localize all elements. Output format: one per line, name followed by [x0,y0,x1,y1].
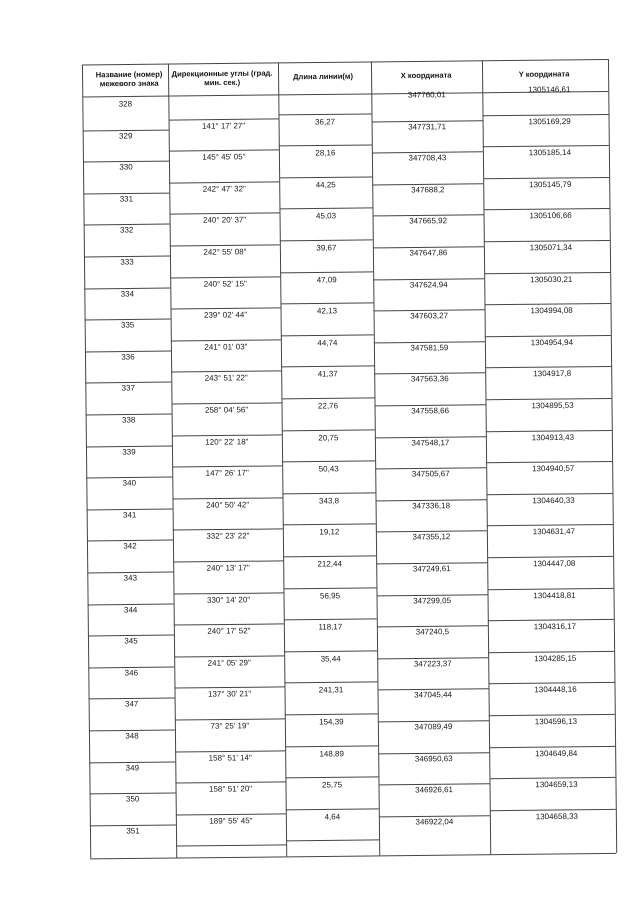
x-coordinate: 347688,2 [411,184,445,195]
line-length: 19,12 [319,527,340,537]
line-length: 154,39 [319,717,344,727]
y-coordinate: 1304940,57 [532,464,575,474]
row-line-y [487,588,613,590]
y-coordinate: 1304649,84 [535,748,578,758]
row-line-length [281,366,374,368]
y-coordinate: 1304448,16 [534,685,577,695]
y-coordinate: 1305169,29 [528,116,571,126]
row-line-length [282,461,375,463]
y-coordinate: 1305071,34 [529,242,573,253]
x-coordinate: 347731,71 [408,121,447,132]
line-length: 118,17 [318,622,343,632]
line-length: 22,76 [317,401,339,411]
x-coordinate: 347223,37 [413,658,452,669]
y-coordinate: 1304658,33 [535,811,579,822]
row-line-length-last [286,840,379,842]
y-coordinate: 1304640,33 [532,495,575,506]
x-coordinate: 347647,86 [409,248,448,258]
row-line-length [285,745,378,747]
line-length: 148,89 [319,748,344,759]
x-coordinate: 347336,18 [412,500,451,511]
x-coordinate: 347581,59 [410,342,449,353]
x-coordinate: 346950,63 [414,753,453,764]
direction-angle: 241° 01' 03" [204,342,248,352]
row-line-length [281,397,374,399]
header-x: Х координата [400,70,452,81]
direction-angle: 241° 05' 29" [207,658,251,668]
row-line-y [484,272,610,274]
row-line-length [283,587,376,589]
point-name: 331 [119,194,134,204]
row-line-angle [171,371,281,373]
row-line-y [490,809,616,811]
row-line-y [484,303,610,305]
direction-angle: 330° 14' 20" [206,594,251,605]
y-coordinate: 1304447,08 [533,558,576,569]
row-line-angle [172,497,282,499]
row-line-length [283,524,376,526]
y-coordinate: 1304659,13 [535,780,578,790]
direction-angle: 243° 51' 22" [204,373,248,384]
row-line-y [486,493,612,495]
direction-angle: 242° 47' 32" [202,184,246,194]
point-name: 337 [121,383,136,393]
y-coordinate: 1304285,15 [534,653,577,664]
header-length: Длина линии(м) [293,71,354,82]
y-coordinate: 1304631,47 [532,527,576,537]
x-coordinate: 347089,49 [414,722,453,732]
row-line-angle [172,466,282,468]
row-line-length [284,650,377,652]
y-coordinate: 1304954,94 [530,337,574,348]
row-line-angle [174,655,284,657]
column-divider [278,62,287,856]
row-line-y [485,366,611,368]
point-name: 340 [122,478,137,488]
row-line-y [489,714,615,716]
row-line-length [286,808,379,810]
row-line-y [483,145,609,147]
row-line-y [484,240,610,242]
row-line-y [489,777,615,779]
x-coordinate: 347249,61 [412,564,451,574]
point-name: 344 [123,605,138,615]
row-line-length [282,492,375,494]
y-coordinate: 1304316,17 [533,622,577,632]
point-name: 349 [125,763,140,773]
row-line-y [486,461,612,463]
direction-angle: 240° 17' 52" [207,626,251,636]
row-line-angle [170,213,280,215]
direction-angle: 145° 45' 05" [202,152,246,162]
line-length: 343,8 [318,496,340,506]
direction-angle: 258° 04' 56" [204,405,249,415]
point-name: 329 [118,131,133,141]
row-line-angle [173,529,283,531]
row-line-y [489,746,615,748]
y-coordinate: 1305146,61 [528,84,571,95]
x-coordinate: 347355,12 [412,532,451,542]
point-name: 330 [119,162,133,172]
line-length: 44,74 [317,338,338,348]
y-coordinate: 1305185,14 [528,148,572,158]
column-divider [371,61,380,855]
row-line-length [283,555,376,557]
row-line-angle [169,181,279,183]
point-name: 342 [123,541,137,551]
row-line-y [487,556,613,558]
header-y: Y координата [518,69,570,79]
line-length: 50,43 [318,464,339,474]
line-length: 42,13 [316,306,338,316]
row-line-length [279,208,372,210]
row-line-length [285,777,378,779]
direction-angle: 147° 26' 17" [205,468,249,478]
row-line-length [284,619,377,621]
point-name: 328 [118,99,133,109]
point-name: 335 [120,320,135,330]
line-length: 28,16 [315,148,336,158]
direction-angle: 158° 51' 20" [208,784,253,794]
row-line-angle [173,592,283,594]
x-coordinate: 347708,43 [408,153,447,163]
line-length: 39,67 [316,243,337,253]
line-length: 4,64 [324,812,341,822]
row-line-length [279,145,372,147]
x-coordinate: 347045,44 [414,690,453,700]
row-line-angle [174,687,284,689]
point-name: 350 [125,794,140,804]
line-length: 45,03 [315,211,337,221]
y-coordinate: 1304917,8 [533,369,572,379]
x-coordinate: 347299,05 [413,595,452,606]
point-name: 345 [124,636,138,646]
header-angle: Дирекционные углы (град. мин. сек.) [171,68,273,88]
table-bottom-border [90,853,616,860]
point-name: 332 [119,225,134,235]
line-length: 25,75 [321,780,343,790]
row-line-y [483,177,609,179]
row-line-y [485,398,611,400]
y-coordinate: 1305106,66 [529,211,572,221]
row-line-angle [171,308,281,310]
row-line-length [280,239,373,241]
row-line-y [488,651,614,653]
row-line-y [487,524,613,526]
point-name: 343 [123,573,138,583]
x-coordinate: 347624,94 [409,279,448,290]
direction-angle: 189° 55' 45" [209,816,253,826]
line-length: 47,09 [316,274,337,285]
row-line-length [279,176,372,178]
x-coordinate: 346926,61 [415,785,454,795]
point-name: 341 [122,510,137,520]
line-length: 20,75 [318,432,339,443]
line-length: 241,31 [318,685,344,695]
row-line-angle [171,339,281,341]
y-coordinate: 1304994,08 [530,306,573,316]
direction-angle: 240° 20' 37" [202,215,247,226]
point-name: 333 [120,257,134,267]
column-divider [608,59,617,853]
direction-angle: 239° 02' 44" [203,310,248,320]
row-line-length [284,682,377,684]
y-coordinate: 1304596,13 [534,716,578,727]
point-name: 339 [122,447,136,457]
line-length: 35,44 [320,654,341,664]
direction-angle: 240° 50' 42" [205,500,250,510]
column-divider [82,64,91,858]
row-line-y [482,114,608,116]
direction-angle: 240° 13' 17" [206,563,250,573]
direction-angle: 73° 25' 19" [210,721,250,731]
x-coordinate: 347505,67 [411,469,450,479]
x-coordinate: 347548,17 [411,437,450,448]
direction-angle: 240° 52' 15" [203,278,247,289]
x-coordinate: 347603,27 [410,311,449,321]
row-line-length [278,113,371,115]
line-length: 212,44 [317,559,342,569]
y-coordinate: 1305145,79 [529,179,572,190]
x-coordinate: 347665,92 [409,216,448,226]
direction-angle: 158° 51' 14" [208,752,252,763]
row-line-angle [169,118,279,120]
row-line-angle [175,718,285,720]
x-coordinate: 347558,66 [411,406,450,416]
row-line-angle [175,782,285,784]
direction-angle: 141° 17' 27" [201,120,246,131]
direction-angle: 137° 30' 21" [207,689,252,700]
row-line-length [285,713,378,715]
direction-angle: 242° 55' 08" [203,247,247,257]
point-name: 351 [126,826,140,836]
row-line-angle [174,624,284,626]
row-line-length [281,334,374,336]
point-name: 338 [121,415,136,425]
row-line-angle [173,560,283,562]
point-name: 334 [120,289,135,299]
point-name: 336 [121,352,135,362]
header-name: Название (номер) межевого знака [95,69,163,89]
direction-angle: 120° 22' 18" [205,436,249,447]
row-line-angle [172,402,282,404]
y-coordinate: 1304418,81 [533,590,576,600]
row-line-angle [170,244,280,246]
point-name: 348 [125,731,139,741]
row-line-y [488,619,614,621]
x-coordinate: 346922,04 [415,816,454,827]
direction-angle: 332° 23' 22" [206,531,250,542]
line-length: 44,25 [315,180,336,190]
column-divider [482,60,491,854]
row-line-y [488,682,614,684]
row-line-length [280,303,373,305]
line-length: 41,37 [317,369,338,379]
row-line-length [280,271,373,273]
x-coordinate: 347760,01 [407,90,446,100]
line-length: 36,27 [314,116,336,127]
point-name: 346 [124,668,139,678]
line-length: 56,95 [319,590,341,601]
table-top-border [82,59,608,66]
row-line-angle-last [176,845,286,847]
row-line-y [486,430,612,432]
row-line-angle [175,750,285,752]
row-line-angle [170,276,280,278]
y-coordinate: 1304913,43 [531,432,575,442]
point-name: 347 [124,699,139,709]
y-coordinate: 1304895,53 [531,400,574,411]
row-line-length [282,429,375,431]
row-line-angle [176,813,286,815]
x-coordinate: 347240,5 [415,627,450,637]
row-line-y [483,208,609,210]
x-coordinate: 347563,36 [410,374,449,384]
row-line-angle [172,434,282,436]
row-line-angle [169,150,279,152]
row-line-y [485,335,611,337]
y-coordinate: 1305030,21 [530,274,573,284]
